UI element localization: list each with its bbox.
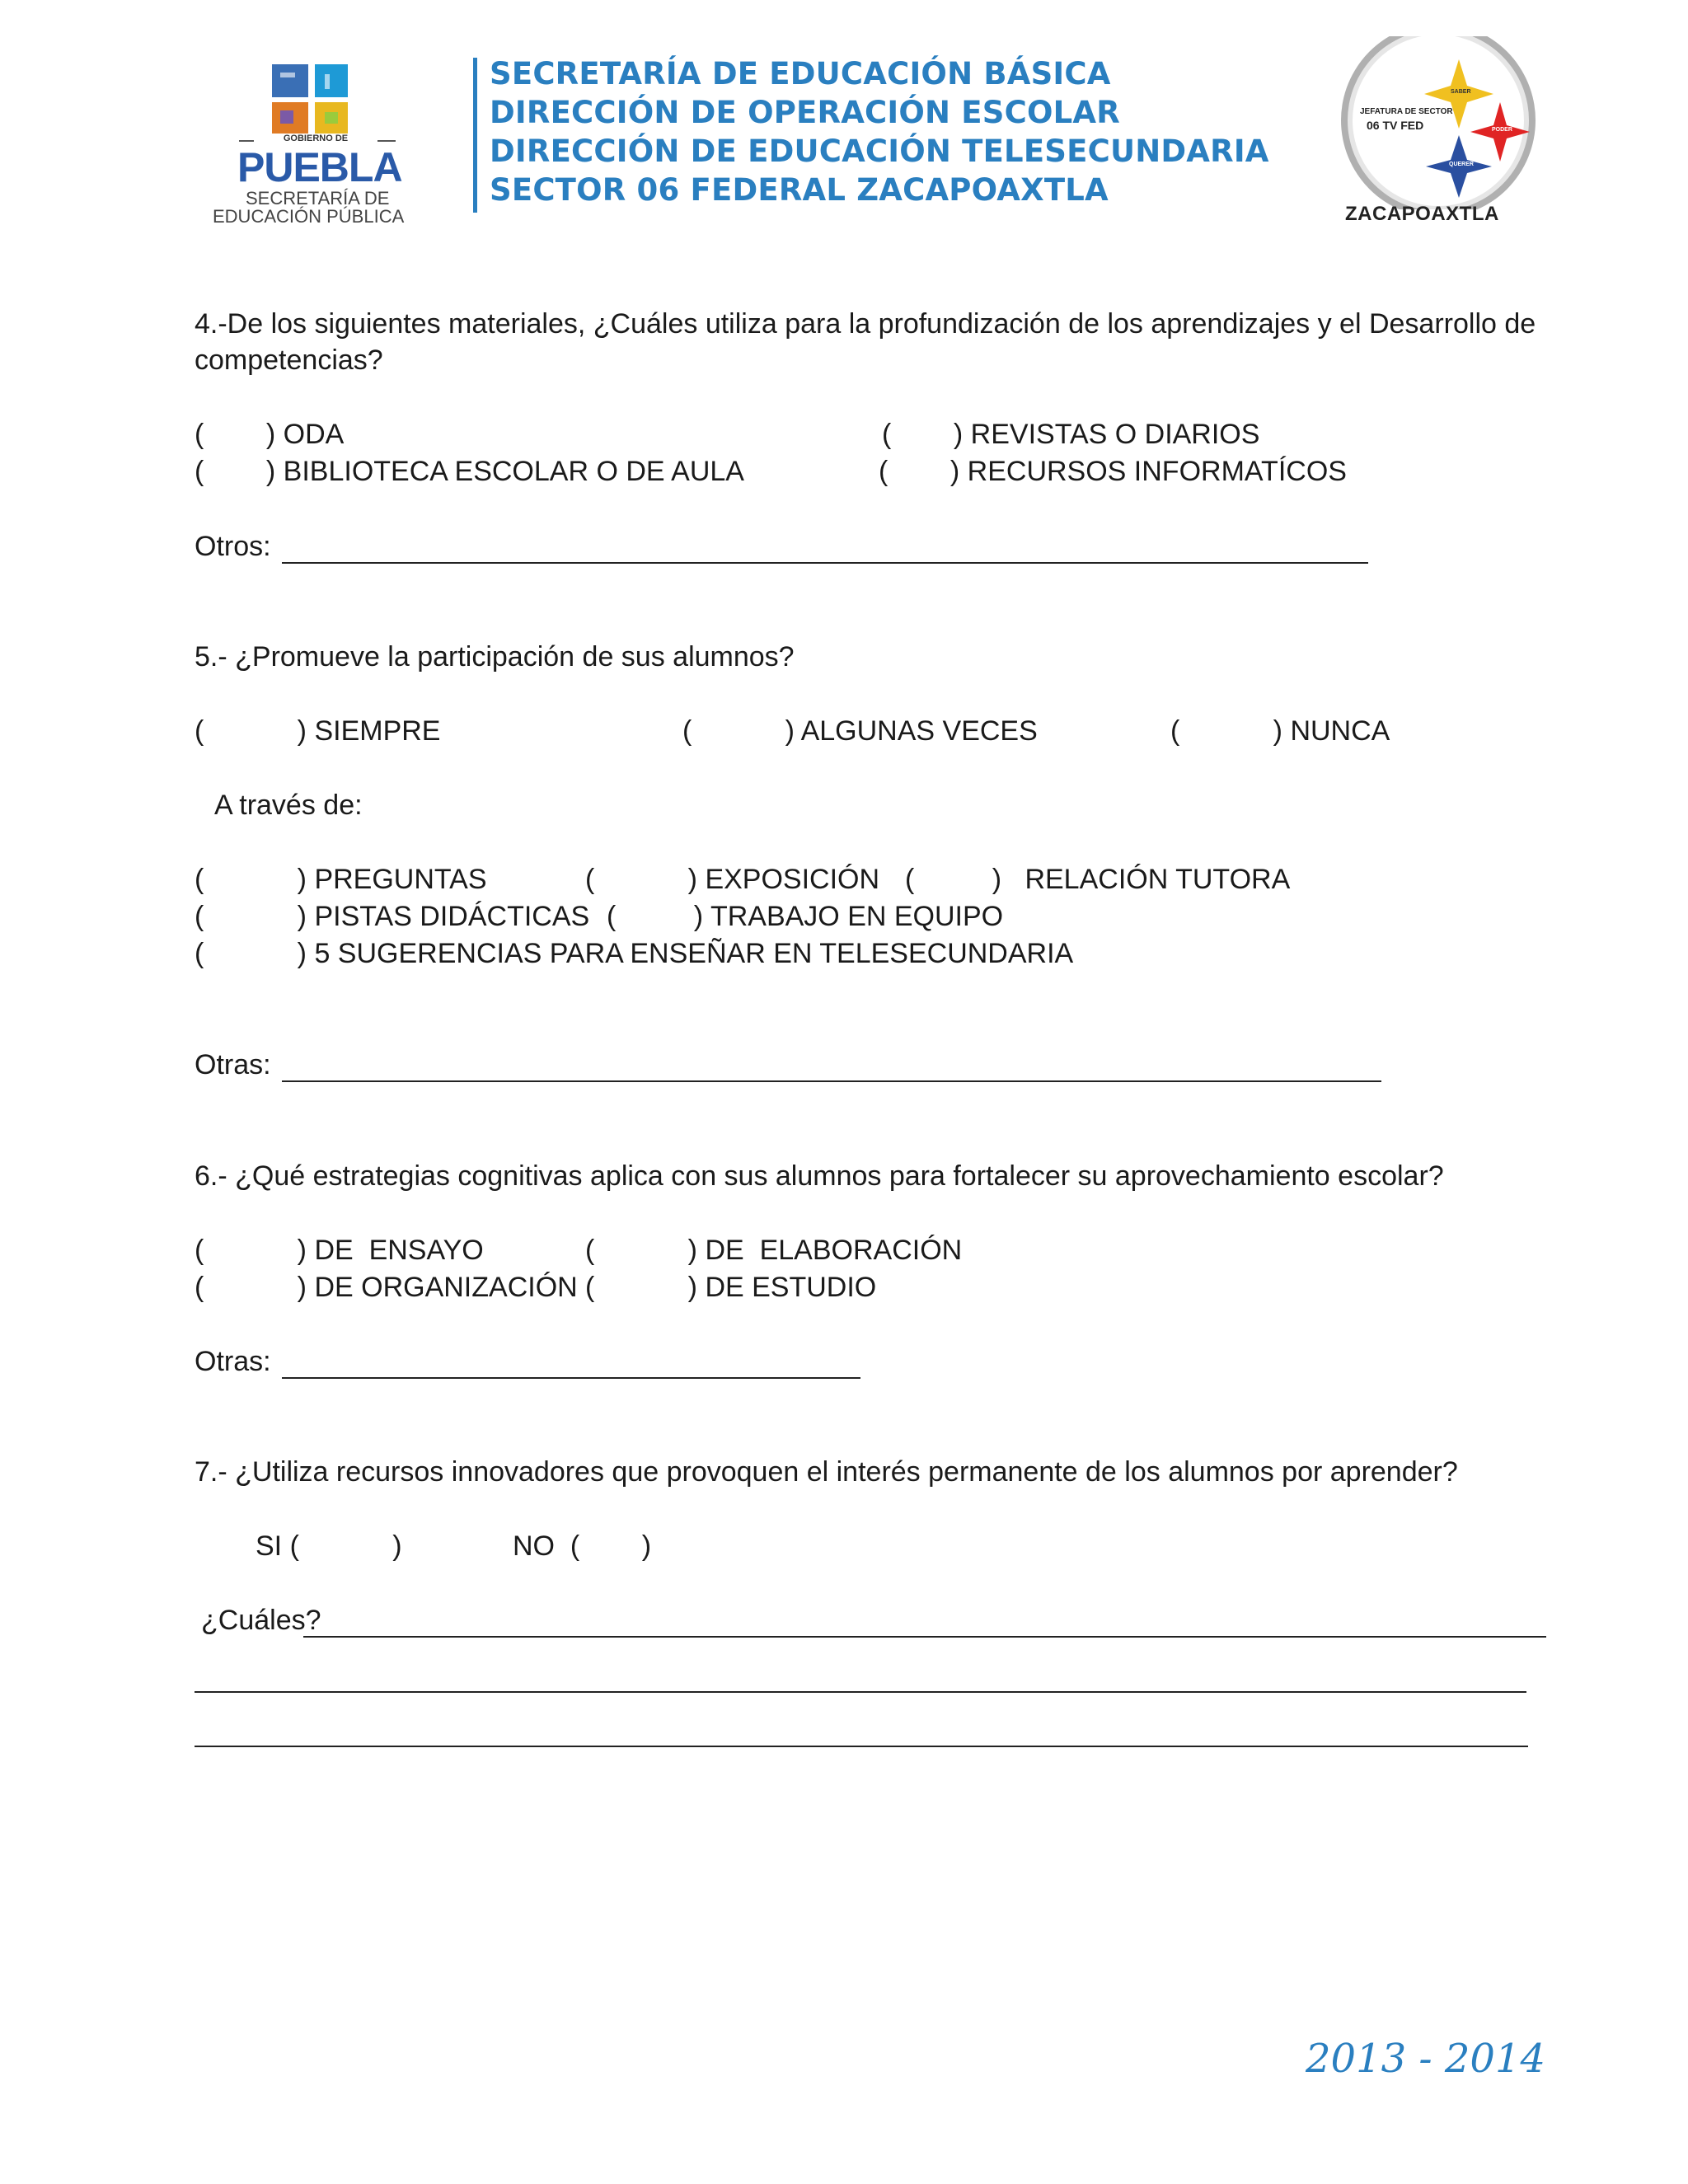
q6-option-elaboracion[interactable]: ( ) DE ELABORACIÓN — [585, 1235, 963, 1266]
header-divider — [473, 58, 477, 213]
q7-which-line-3[interactable] — [195, 1746, 1528, 1747]
q7-no-option[interactable]: NO ( ) — [513, 1530, 652, 1562]
q5-through-label: A través de: — [214, 790, 363, 821]
header-line-1: SECRETARÍA DE EDUCACIÓN BÁSICA — [490, 56, 1111, 91]
star-label-poder: PODER — [1492, 127, 1512, 133]
q5-method-sugerencias[interactable]: ( ) 5 SUGERENCIAS PARA ENSEÑAR EN TELESECUNDARIA — [195, 938, 1074, 969]
q6-option-organizacion[interactable]: ( ) DE ORGANIZACIÓN — [195, 1272, 578, 1303]
q7-which-label: ¿Cuáles? — [201, 1605, 321, 1636]
q6-option-estudio[interactable]: ( ) DE ESTUDIO — [585, 1272, 877, 1303]
q5-option-nunca[interactable]: ( ) NUNCA — [1170, 715, 1390, 747]
q6-option-ensayo[interactable]: ( ) DE ENSAYO — [195, 1235, 484, 1266]
q5-option-algunas[interactable]: ( ) ALGUNAS VECES — [682, 715, 1038, 747]
puebla-wordmark: PUEBLA — [237, 144, 402, 190]
sep-label-1: SECRETARÍA DE — [246, 188, 390, 209]
star-label-querer: QUERER — [1449, 162, 1474, 167]
q5-option-siempre[interactable]: ( ) SIEMPRE — [195, 715, 441, 747]
header-line-4: SECTOR 06 FEDERAL ZACAPOAXTLA — [490, 172, 1109, 208]
q4-option-biblioteca[interactable]: ( ) BIBLIOTECA ESCOLAR O DE AULA — [195, 456, 744, 487]
header-title — [490, 54, 1269, 209]
q5-method-exposicion[interactable]: ( ) EXPOSICIÓN — [585, 864, 880, 895]
sector-logo-caption: ZACAPOAXTLA — [1345, 203, 1499, 225]
q4-question: 4.-De los siguientes materiales, ¿Cuáles utiliza para la profundización de los aprendizajes y el Desarrollo de — [195, 308, 1536, 340]
q4-option-oda[interactable]: ( ) ODA — [195, 419, 345, 450]
q7-which-line-2[interactable] — [195, 1691, 1526, 1693]
q6-other-label: Otras: — [195, 1346, 271, 1377]
sector-logo — [1335, 36, 1541, 234]
q4-other-label: Otros: — [195, 531, 271, 562]
q7-yes-option[interactable]: SI ( ) — [256, 1530, 402, 1562]
q4-question-cont: competencias? — [195, 344, 383, 376]
q7-question: 7.- ¿Utiliza recursos innovadores que provoquen el interés permanente de los alumnos por aprender? — [195, 1456, 1458, 1488]
q5-question: 5.- ¿Promueve la participación de sus alumnos? — [195, 641, 795, 673]
q5-other-label: Otras: — [195, 1049, 271, 1080]
q4-option-recursos[interactable]: ( ) RECURSOS INFORMATÍCOS — [879, 456, 1347, 487]
puebla-logo — [204, 58, 427, 231]
govt-label: GOBIERNO DE — [254, 134, 377, 143]
q5-method-relacion[interactable]: ( ) RELACIÓN TUTORA — [905, 864, 1291, 895]
q5-method-preguntas[interactable]: ( ) PREGUNTAS — [195, 864, 487, 895]
header-line-2: DIRECCIÓN DE OPERACIÓN ESCOLAR — [490, 95, 1120, 130]
q5-method-trabajo[interactable]: ( ) TRABAJO EN EQUIPO — [607, 901, 1004, 932]
q5-other-line[interactable] — [282, 1080, 1381, 1082]
q7-which-line-1[interactable] — [303, 1636, 1546, 1638]
q4-other-line[interactable] — [282, 562, 1368, 564]
sep-label-2: EDUCACIÓN PÚBLICA — [213, 206, 405, 227]
school-year: 2013 - 2014 — [1306, 2036, 1546, 2082]
q6-other-line[interactable] — [282, 1377, 860, 1379]
header-line-3: DIRECCIÓN DE EDUCACIÓN TELESECUNDARIA — [490, 134, 1269, 169]
q5-method-pistas[interactable]: ( ) PISTAS DIDÁCTICAS — [195, 901, 590, 932]
sector-logo-line1: JEFATURA DE SECTOR — [1360, 107, 1453, 116]
q4-option-revistas[interactable]: ( ) REVISTAS O DIARIOS — [882, 419, 1260, 450]
sector-logo-line2: 06 TV FED — [1367, 119, 1424, 132]
q6-question: 6.- ¿Qué estrategias cognitivas aplica con sus alumnos para fortalecer su aprovechamiento escolar? — [195, 1160, 1444, 1192]
star-label-saber: SABER — [1451, 89, 1471, 95]
